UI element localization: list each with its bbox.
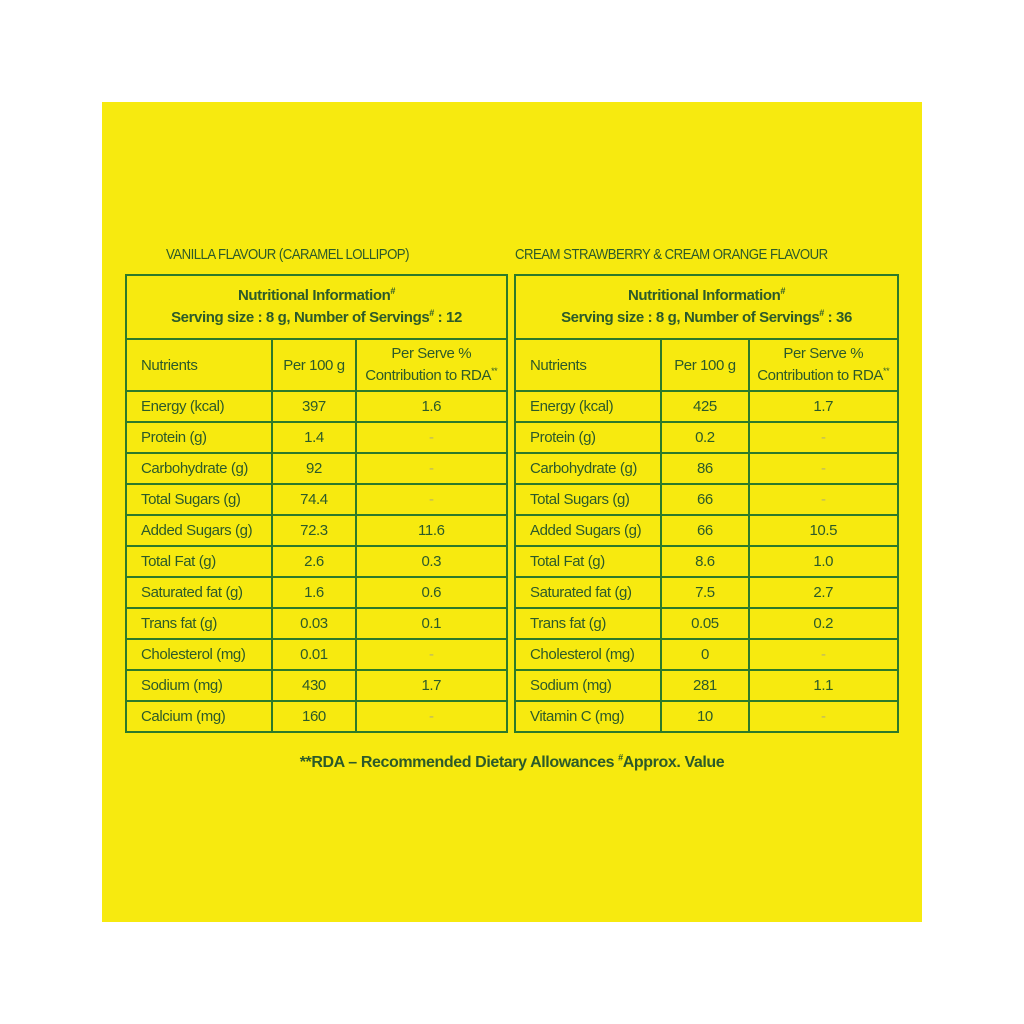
left-flavour-caption: VANILLA FLAVOUR (CARAMEL LOLLIPOP) [166, 246, 409, 263]
per-100g-value: 86 [661, 453, 748, 484]
rda-contribution: 2.7 [749, 577, 899, 608]
nutrient-name: Energy (kcal) [515, 391, 661, 422]
nutrient-name: Total Sugars (g) [515, 484, 661, 515]
right-col-rda [749, 339, 899, 391]
footnote-mark: # [618, 752, 623, 763]
left-serving-prefix: Serving size : 8 g, Number of Servings [171, 309, 430, 326]
right-col-nutrients: Nutrients [515, 339, 661, 391]
per-100g-value: 0.2 [661, 422, 748, 453]
right-table-header [515, 275, 898, 339]
table-row [126, 608, 507, 639]
right-serving-count: : 36 [827, 309, 852, 326]
per-100g-value: 66 [661, 484, 748, 515]
per-100g-value: 66 [661, 515, 748, 546]
right-table-title: Nutritional Information [627, 287, 781, 304]
rda-contribution: 1.1 [749, 670, 899, 701]
rda-contribution: 11.6 [356, 515, 507, 546]
rda-contribution: 0.2 [749, 608, 899, 639]
right-nutrition-table [514, 274, 899, 733]
right-col-per100: Per 100 g [661, 339, 748, 391]
nutrient-name: Carbohydrate (g) [126, 453, 272, 484]
rda-contribution: 1.7 [749, 391, 899, 422]
per-100g-value: 430 [272, 670, 355, 701]
nutrient-name: Trans fat (g) [515, 608, 661, 639]
nutrient-name: Sodium (mg) [515, 670, 661, 701]
rda-contribution: 0.1 [356, 608, 507, 639]
left-serving-count: : 12 [437, 309, 462, 326]
table-row [515, 546, 898, 577]
table-row [126, 515, 507, 546]
nutrient-name: Trans fat (g) [126, 608, 272, 639]
per-100g-value: 397 [272, 391, 355, 422]
table-row [126, 453, 507, 484]
per-100g-value: 1.6 [272, 577, 355, 608]
per-100g-value: 7.5 [661, 577, 748, 608]
rda-contribution: - [356, 484, 507, 515]
per-100g-value: 92 [272, 453, 355, 484]
left-col-per100: Per 100 g [272, 339, 355, 391]
right-flavour-caption: CREAM STRAWBERRY & CREAM ORANGE FLAVOUR [515, 246, 828, 263]
nutrient-name: Protein (g) [126, 422, 272, 453]
table-row [515, 639, 898, 670]
rda-contribution: - [749, 639, 899, 670]
table-row [126, 701, 507, 732]
nutrient-name: Added Sugars (g) [515, 515, 661, 546]
nutrient-name: Energy (kcal) [126, 391, 272, 422]
table-row [126, 670, 507, 701]
left-nutrition-table [125, 274, 508, 733]
left-table-header [126, 275, 507, 339]
per-100g-value: 281 [661, 670, 748, 701]
nutrient-name: Total Fat (g) [126, 546, 272, 577]
left-serving-mark: # [429, 308, 434, 318]
rda-contribution: 1.6 [356, 391, 507, 422]
right-col-rda-mark: ** [883, 366, 890, 376]
left-col-rda-line1: Per Serve % [391, 345, 472, 362]
left-title-mark: # [390, 286, 396, 296]
footnote-rda: **RDA – Recommended Dietary Allowances [299, 754, 619, 771]
per-100g-value: 1.4 [272, 422, 355, 453]
table-row [515, 608, 898, 639]
left-table-title: Nutritional Information [237, 287, 391, 304]
label-panel [102, 102, 922, 922]
per-100g-value: 2.6 [272, 546, 355, 577]
table-row [515, 453, 898, 484]
left-col-rda [356, 339, 507, 391]
per-100g-value: 0.01 [272, 639, 355, 670]
nutrient-name: Total Sugars (g) [126, 484, 272, 515]
per-100g-value: 0 [661, 639, 748, 670]
rda-contribution: 1.0 [749, 546, 899, 577]
rda-footnote [102, 754, 922, 772]
nutrient-name: Carbohydrate (g) [515, 453, 661, 484]
table-row [515, 577, 898, 608]
rda-contribution: - [356, 639, 507, 670]
right-col-rda-line2: Contribution to RDA [757, 367, 884, 384]
rda-contribution: - [749, 422, 899, 453]
nutrient-name: Protein (g) [515, 422, 661, 453]
table-row [126, 639, 507, 670]
per-100g-value: 72.3 [272, 515, 355, 546]
rda-contribution: 1.7 [356, 670, 507, 701]
rda-contribution: - [356, 453, 507, 484]
rda-contribution: - [749, 453, 899, 484]
nutrient-name: Vitamin C (mg) [515, 701, 661, 732]
table-row [515, 391, 898, 422]
table-row [126, 422, 507, 453]
nutrient-name: Total Fat (g) [515, 546, 661, 577]
rda-contribution: 0.6 [356, 577, 507, 608]
rda-contribution: - [749, 701, 899, 732]
table-row [515, 670, 898, 701]
left-col-rda-mark: ** [491, 366, 498, 376]
nutrient-name: Saturated fat (g) [515, 577, 661, 608]
nutrient-name: Cholesterol (mg) [515, 639, 661, 670]
right-title-mark: # [780, 286, 786, 296]
rda-contribution: - [356, 422, 507, 453]
right-col-rda-line1: Per Serve % [783, 345, 864, 362]
per-100g-value: 74.4 [272, 484, 355, 515]
rda-contribution: - [356, 701, 507, 732]
nutrient-name: Calcium (mg) [126, 701, 272, 732]
table-row [515, 701, 898, 732]
per-100g-value: 8.6 [661, 546, 748, 577]
left-col-nutrients: Nutrients [126, 339, 272, 391]
rda-contribution: - [749, 484, 899, 515]
table-row [126, 577, 507, 608]
nutrient-name: Added Sugars (g) [126, 515, 272, 546]
table-row [515, 515, 898, 546]
per-100g-value: 160 [272, 701, 355, 732]
table-row [126, 484, 507, 515]
table-row [126, 546, 507, 577]
nutrient-name: Cholesterol (mg) [126, 639, 272, 670]
footnote-approx: Approx. Value [622, 754, 725, 771]
per-100g-value: 0.03 [272, 608, 355, 639]
nutrient-name: Saturated fat (g) [126, 577, 272, 608]
right-serving-mark: # [819, 308, 824, 318]
nutrient-name: Sodium (mg) [126, 670, 272, 701]
per-100g-value: 10 [661, 701, 748, 732]
left-col-rda-line2: Contribution to RDA [365, 367, 492, 384]
table-row [515, 484, 898, 515]
rda-contribution: 10.5 [749, 515, 899, 546]
table-row [126, 391, 507, 422]
right-serving-prefix: Serving size : 8 g, Number of Servings [561, 309, 820, 326]
per-100g-value: 0.05 [661, 608, 748, 639]
rda-contribution: 0.3 [356, 546, 507, 577]
per-100g-value: 425 [661, 391, 748, 422]
table-row [515, 422, 898, 453]
